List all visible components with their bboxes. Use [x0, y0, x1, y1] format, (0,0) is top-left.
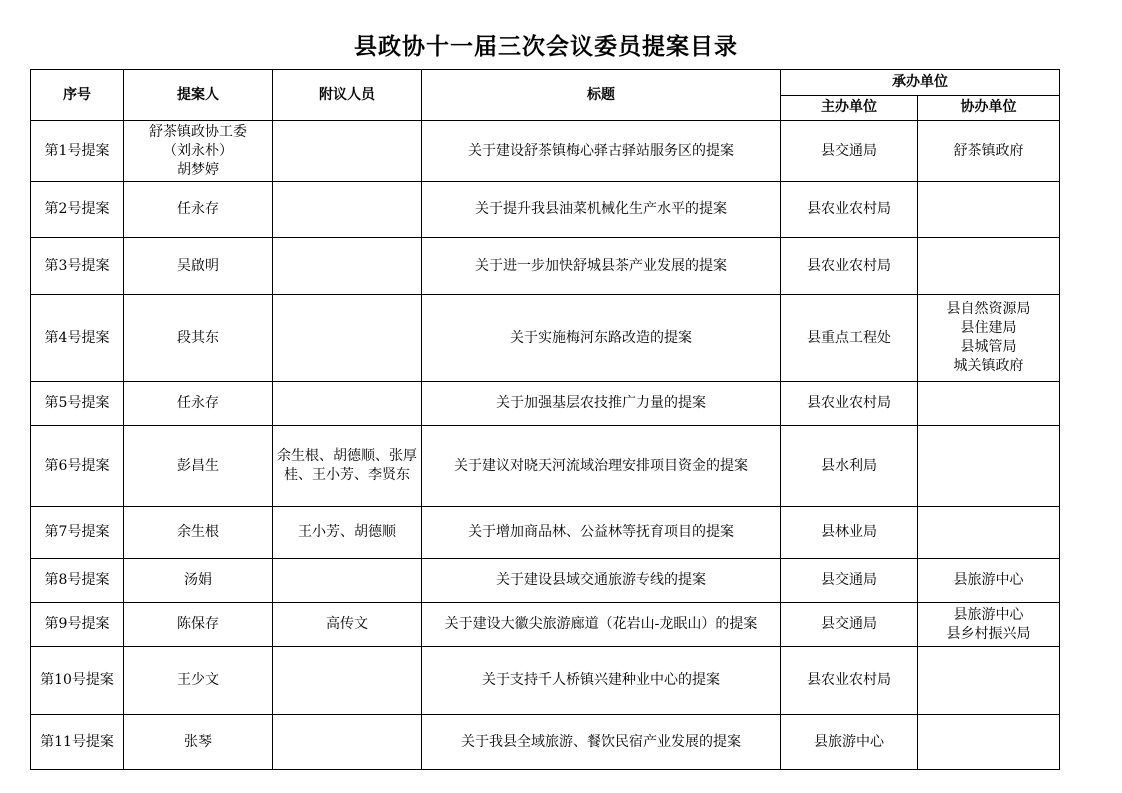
table-row — [31, 121, 1060, 182]
cell-co-signers — [273, 382, 422, 426]
cell-proposer — [124, 426, 273, 507]
table-row — [31, 647, 1060, 715]
cell-proposer-line: 舒茶镇政协工委 — [149, 123, 247, 140]
proposal-table — [30, 69, 1060, 770]
header-assist-unit: 协办单位 — [918, 95, 1060, 121]
cell-proposer — [124, 559, 273, 603]
cell-co-signers — [273, 715, 422, 770]
cell-proposer-line: 任永存 — [177, 395, 219, 411]
cell-proposer — [124, 715, 273, 770]
cell-lead-unit: 县水利局 — [781, 426, 918, 507]
cell-co-signers — [273, 182, 422, 238]
cell-proposer-line: 任永存 — [177, 201, 219, 217]
cell-lead-unit: 县农业农村局 — [781, 647, 918, 715]
cell-seq: 第7号提案 — [31, 507, 124, 559]
cell-proposer-line: 陈保存 — [177, 616, 219, 632]
cell-assist-unit — [918, 507, 1060, 559]
cell-subject: 关于建设县域交通旅游专线的提案 — [422, 559, 781, 603]
cell-lead-unit: 县农业农村局 — [781, 382, 918, 426]
cell-proposer — [124, 121, 273, 182]
cell-proposer-line: 胡梦婷 — [177, 161, 219, 178]
table-row — [31, 507, 1060, 559]
header-proposer: 提案人 — [124, 70, 273, 121]
cell-subject: 关于加强基层农技推广力量的提案 — [422, 382, 781, 426]
cell-co-signers — [273, 121, 422, 182]
cell-lead-unit: 县交通局 — [781, 121, 918, 182]
cell-assist-unit-line: 县住建局 — [960, 320, 1017, 336]
cell-assist-unit-line: 县旅游中心 — [953, 606, 1024, 623]
table-row — [31, 238, 1060, 295]
table-row — [31, 295, 1060, 382]
cell-co-signers — [273, 238, 422, 295]
cell-proposer-line: 彭昌生 — [177, 457, 219, 474]
header-seq: 序号 — [31, 70, 124, 121]
table-row — [31, 182, 1060, 238]
cell-subject: 关于我县全域旅游、餐饮民宿产业发展的提案 — [422, 715, 781, 770]
header-subject: 标题 — [422, 70, 781, 121]
cell-lead-unit: 县重点工程处 — [781, 295, 918, 382]
header-lead-unit: 主办单位 — [781, 95, 918, 121]
cell-assist-unit-line: 县自然资源局 — [946, 301, 1031, 317]
cell-lead-unit: 县交通局 — [781, 603, 918, 647]
cell-seq: 第4号提案 — [31, 295, 124, 382]
cell-seq: 第6号提案 — [31, 426, 124, 507]
cell-proposer — [124, 295, 273, 382]
cell-assist-unit-line: 舒茶镇政府 — [953, 142, 1024, 159]
cell-assist-unit — [918, 426, 1060, 507]
cell-lead-unit: 县旅游中心 — [781, 715, 918, 770]
table-row — [31, 426, 1060, 507]
cell-assist-unit — [918, 182, 1060, 238]
cell-proposer-line: 王少文 — [177, 672, 219, 688]
cell-proposer — [124, 182, 273, 238]
cell-proposer — [124, 382, 273, 426]
cell-assist-unit — [918, 382, 1060, 426]
cell-proposer-line: 余生根 — [177, 524, 219, 540]
cell-co-signers: 王小芳、胡德顺 — [273, 507, 422, 559]
cell-proposer — [124, 507, 273, 559]
cell-assist-unit — [918, 295, 1060, 382]
cell-proposer-line: 汤娟 — [184, 572, 212, 588]
cell-co-signers — [273, 559, 422, 603]
cell-seq: 第10号提案 — [31, 647, 124, 715]
cell-subject: 关于进一步加快舒城县茶产业发展的提案 — [422, 238, 781, 295]
cell-assist-unit — [918, 603, 1060, 647]
cell-subject: 关于提升我县油菜机械化生产水平的提案 — [422, 182, 781, 238]
table-row — [31, 559, 1060, 603]
cell-assist-unit — [918, 238, 1060, 295]
cell-co-signers — [273, 295, 422, 382]
cell-subject: 关于建设舒茶镇梅心驿古驿站服务区的提案 — [422, 121, 781, 182]
cell-proposer-line: （刘永朴） — [163, 142, 233, 159]
table-row — [31, 715, 1060, 770]
cell-proposer — [124, 238, 273, 295]
document-title: 县政协十一届三次会议委员提案目录 — [354, 34, 738, 60]
cell-assist-unit-line: 县乡村振兴局 — [946, 625, 1031, 642]
cell-seq: 第2号提案 — [31, 182, 124, 238]
cell-assist-unit-line: 县旅游中心 — [953, 572, 1024, 588]
cell-subject: 关于实施梅河东路改造的提案 — [422, 295, 781, 382]
cell-co-signers: 余生根、胡德顺、张厚桂、王小芳、李贤东 — [273, 426, 422, 507]
cell-assist-unit-line: 县城管局 — [960, 339, 1017, 355]
cell-co-signers — [273, 647, 422, 715]
cell-subject: 关于建设大徽尖旅游廊道（花岩山-龙眠山）的提案 — [422, 603, 781, 647]
cell-seq: 第8号提案 — [31, 559, 124, 603]
cell-lead-unit: 县交通局 — [781, 559, 918, 603]
cell-proposer — [124, 603, 273, 647]
header-row — [31, 70, 1060, 96]
cell-proposer — [124, 647, 273, 715]
cell-lead-unit: 县林业局 — [781, 507, 918, 559]
cell-seq: 第5号提案 — [31, 382, 124, 426]
cell-assist-unit — [918, 559, 1060, 603]
cell-assist-unit — [918, 715, 1060, 770]
cell-subject: 关于支持千人桥镇兴建种业中心的提案 — [422, 647, 781, 715]
cell-subject: 关于建议对晓天河流域治理安排项目资金的提案 — [422, 426, 781, 507]
cell-lead-unit: 县农业农村局 — [781, 238, 918, 295]
table-row — [31, 603, 1060, 647]
cell-proposer-line: 段其东 — [177, 329, 219, 346]
cell-assist-unit — [918, 647, 1060, 715]
table-row — [31, 382, 1060, 426]
cell-proposer-line: 张琴 — [184, 733, 212, 750]
cell-assist-unit — [918, 121, 1060, 182]
header-co-signers: 附议人员 — [273, 70, 422, 121]
table-body — [31, 121, 1060, 770]
header-units: 承办单位 — [781, 70, 1060, 96]
cell-seq: 第3号提案 — [31, 238, 124, 295]
cell-seq: 第9号提案 — [31, 603, 124, 647]
cell-co-signers: 高传文 — [273, 603, 422, 647]
cell-assist-unit-line: 城关镇政府 — [953, 358, 1024, 374]
cell-seq: 第11号提案 — [31, 715, 124, 770]
cell-lead-unit: 县农业农村局 — [781, 182, 918, 238]
cell-seq: 第1号提案 — [31, 121, 124, 182]
cell-proposer-line: 吴啟明 — [177, 257, 219, 274]
cell-subject: 关于增加商品林、公益林等抚育项目的提案 — [422, 507, 781, 559]
